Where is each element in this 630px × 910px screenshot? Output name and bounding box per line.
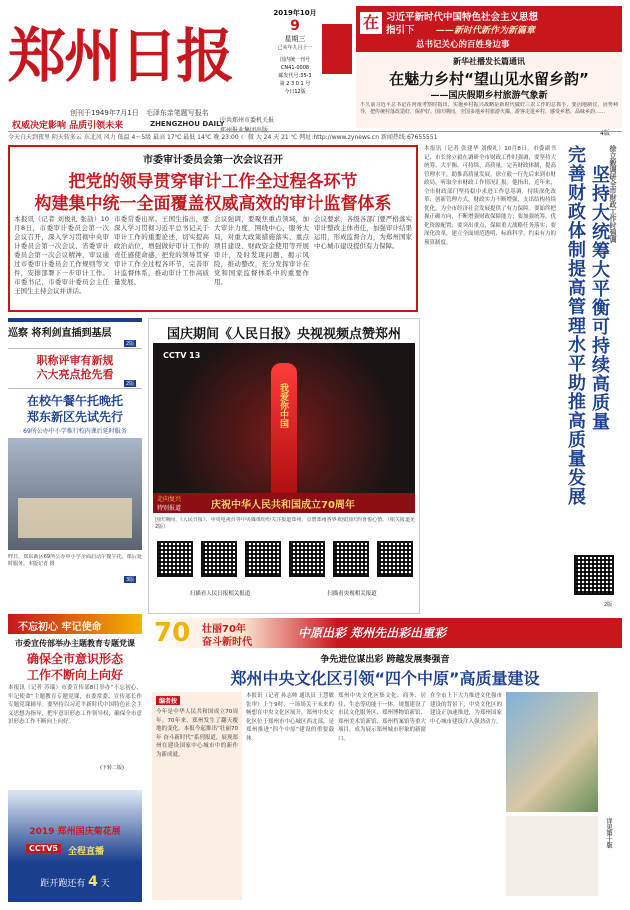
left-e3-title-1: 在校午餐午托晚托 bbox=[26, 394, 123, 408]
top-banner-band bbox=[356, 6, 622, 52]
right-page: 2版 bbox=[604, 602, 613, 608]
bottom-banner bbox=[148, 618, 622, 648]
top-banner-body: 不久前习近平总书记在河南考察时指出，实施乡村振兴战略是新时代做好三农工作的总抓手，要因地制宜，因势利导，把传统村落改造好，保护好。国庆期间，全国多地乡村旅游火爆，游客走进乡村，感受乡愁，品味乡韵…… bbox=[360, 102, 618, 115]
bottom-badge-2: 奋斗新时代 bbox=[202, 637, 252, 648]
left-e2-title-1: 职称评审有新规 bbox=[36, 354, 114, 367]
top-banner-page: 4版 bbox=[600, 130, 610, 137]
left-e1-page: 2版 bbox=[126, 341, 135, 347]
top-banner-tag: 在 bbox=[360, 12, 382, 34]
right-title-2: 完善财政体制提高管理水平助推高质量发展 bbox=[565, 145, 586, 506]
right-title-1: 坚持大统筹大平衡可持续高质量 bbox=[589, 165, 610, 431]
qr-code[interactable] bbox=[157, 541, 193, 577]
bottom-headline: 郑州中央文化区引领“四个中原”高质量建设 bbox=[230, 669, 540, 688]
top-banner-kicker: 新华社播发长篇通讯 bbox=[453, 57, 525, 66]
photo-band-2: 特别报道 bbox=[157, 505, 182, 512]
qr-code[interactable] bbox=[574, 555, 614, 595]
masthead-title: 郑州日报 bbox=[8, 22, 233, 90]
left-e3-photo bbox=[8, 438, 142, 550]
top-banner-line2: 指引下 bbox=[386, 25, 415, 36]
photo-tv-logo: CCTV 13 bbox=[163, 351, 201, 360]
bottom-photo-caption-area bbox=[506, 816, 598, 896]
bottom-body-1: 本报讯（记者 孙志帅 通讯员 王慧敏 张审）上午9时，一场场关于未来的畅想在中央文化区展开。郑州中央文化区位于郑州市中心城区西北部，是郑州推进“四个中原”建设的重要载体。 bbox=[246, 693, 334, 742]
masthead-publisher: 中共郑州市委机关报 郑州报业集团出版 bbox=[220, 117, 275, 134]
top-banner-line3: ——新时代新作为新篇章 bbox=[436, 26, 536, 36]
photo-headline: 国庆期间《人民日报》央视视频点赞郑州 bbox=[166, 327, 401, 342]
top-banner bbox=[356, 6, 622, 128]
bottom-left-body: 本报讯（记者 苏瑞）市委宣传部8日举办“不忘初心、牢记使命”主题教育专题党课，市委常委、宣传部长作专题党课辅导。要坚持以习近平新时代中国特色社会主义思想为指导，把牢意识形态工作领导权，确保全市意识形态工作不断向上向好。 bbox=[8, 685, 142, 725]
bottom-photo bbox=[506, 692, 598, 812]
bottom-banner-text: 中原出彩 郑州先出彩出重彩 bbox=[298, 626, 447, 640]
lead-body-3: 会议强调，要聚焦重点领域，加大审计力度，围绕中心、服务大局，对重大政策措施落实、重点项目建设、财政资金使用等开展审计，及时发现问题、揭示风险，推动整改，充分发挥审计在党和国家监督体系中的重要作用。 bbox=[214, 215, 309, 286]
left-bar bbox=[8, 318, 142, 322]
photo-band bbox=[153, 493, 415, 513]
lead-headline-2: 构建集中统一全面覆盖权威高效的审计监督体系 bbox=[34, 194, 392, 214]
top-banner-line1: 习近平新时代中国特色社会主义思想 bbox=[386, 12, 539, 23]
promo-box bbox=[8, 790, 142, 902]
lead-body-2: 市委常委出席。王国生指出，要深入学习贯彻习近平总书记关于审计工作的重要论述，切实提高政治站位，增强做好审计工作的责任感使命感，把党的领导贯穿审计工作全过程各环节，完善审计监督体系，推动审计工作高质量发展。 bbox=[114, 215, 209, 286]
qr-group-2 bbox=[287, 541, 417, 603]
lead-kicker: 市委审计委员会第一次会议召开 bbox=[143, 155, 283, 166]
left-e3-sub: 69所公办中小学推行校内课后延时服务 bbox=[23, 428, 127, 435]
masthead-slogan: 权威决定影响 品质引领未来 bbox=[12, 121, 124, 131]
date-block: 2019年10月 9 星期三 己亥年九月十一 国内统一刊号 CN41-0008 邮发代号:35-3 第 2 3 0 1 号 今日12版 bbox=[273, 9, 317, 95]
left-column bbox=[8, 318, 142, 586]
lead-body-4: 会议要求，各级各部门要严格落实审计整改主体责任，加强审计结果运用，形成监督合力，为郑州国家中心城市建设提供有力保障。 bbox=[314, 215, 412, 250]
masthead-founded: 创刊于1949年7月1日 毛泽东亲笔题写报名 bbox=[70, 109, 209, 117]
bottom-left-banner bbox=[8, 614, 142, 634]
bottom-kicker: 争先进位谋出彩 跨越发展奏强音 bbox=[320, 655, 450, 665]
photo-band-text: 庆祝中华人民共和国成立70周年 bbox=[211, 500, 355, 511]
photo-image bbox=[153, 343, 415, 513]
left-e3-page: 3版 bbox=[126, 577, 135, 583]
bottom-badge-num: 70 bbox=[154, 618, 191, 648]
bottom-body-2: 郑州中央文化区集文化、商务、居住、生态等功能于一体，规划建设了市民文化服务区、郑州博物馆新馆、郑州美术馆新馆、郑州档案馆等重大项目，成为展示郑州城市形象的新窗口。 bbox=[338, 693, 426, 742]
bottom-left-banner-text: 不忘初心 牢记使命 bbox=[18, 622, 102, 633]
right-column bbox=[424, 145, 622, 615]
right-body: 本报讯（记者 张建华 刘俊礼）10月8日，市委副书记、市长徐立毅在调研全市财政工作时强调，要坚持大统筹、大平衡、可持续、高质量，完善财政体制，提高管理水平，助推高质量发展。徐立毅一行先后来到市财政局，听取全市财政工作情况汇报。他指出，近年来，全市财政部门坚持稳中求进工作总基调，持续深化改革，创新管理方式，财政实力不断增强，支出结构持续优化，为全市经济社会发展提供了有力保障。要始终把握正确方向，不断增强财政保障能力；要加强统筹，优化资源配置；要突出重点，保障重大战略任务落实；要深化改革，建立全面规范透明、标准科学、约束有力的预算制度。 bbox=[424, 146, 556, 246]
top-banner-headline: 在魅力乡村“望山见水留乡韵” bbox=[389, 70, 589, 88]
photo-caption: 国庆期间，《人民日报》、中央电视台等中央媒体纷纷关注报道郑州，点赞郑州各界欢度国庆的喜悦心情。（相关报道见2版） bbox=[155, 517, 415, 530]
promo-ch5: CCTV5 bbox=[26, 844, 61, 853]
qr-label-1: 扫描看人民日报相关报道 bbox=[189, 591, 251, 597]
qr-code[interactable] bbox=[333, 541, 369, 577]
left-e3-caption: 昨日，郑东新区69所公办中小学全面启动午餐午托、课后延时服务。本版记者 摄 bbox=[8, 554, 142, 567]
bottom-left-page: (下转二版) bbox=[100, 765, 124, 771]
bottom-story bbox=[148, 618, 622, 908]
promo-ch5-text: 全程直播 bbox=[68, 847, 105, 857]
left-e1-title: 巡察 将利剑直插到基层 bbox=[8, 328, 112, 339]
photo-band-1: 走向复兴 bbox=[157, 496, 182, 503]
qr-group-1 bbox=[155, 541, 285, 603]
right-sub: 徐立毅调研全市财政工作时强调 bbox=[609, 145, 617, 243]
qr-code[interactable] bbox=[289, 541, 325, 577]
bottom-body-3: 在全市上下大力推进文化强市建设的背景下，中央文化区的建设正加速推进，为郑州国家中心城市建设注入强劲动力。 bbox=[430, 693, 502, 725]
weather-ticker: 今天白天到夜里 阴天转多云 东北风 风力 低温 4～5级 最高 17℃ 最低 14℃ 晚 23:00 ☾ 微 大 24 天 21 ℃ 网址:http://www.zynews.cn 新闻热线:67655551 bbox=[8, 134, 438, 141]
lead-headline-1: 把党的领导贯穿审计工作全过程各环节 bbox=[68, 172, 358, 192]
bottom-left-headline-2: 工作不断向上向好 bbox=[26, 668, 123, 682]
photo-story bbox=[148, 318, 420, 614]
bottom-left-kicker: 市委宣传部举办主题教育专题党课 bbox=[15, 639, 135, 648]
bottom-left-headline-1: 确保全市意识形态 bbox=[26, 652, 123, 666]
top-banner-subhead: ——国庆假期乡村旅游气象新 bbox=[430, 91, 548, 101]
date-logo-block bbox=[322, 24, 352, 74]
qr-code[interactable] bbox=[377, 541, 413, 577]
qr-label-2: 扫描看央视相关报道 bbox=[327, 591, 377, 597]
top-banner-sub: 总书记关心的百姓身边事 bbox=[416, 40, 510, 50]
photo-tower-text: 我爱你中国 bbox=[278, 383, 288, 428]
left-rule-1 bbox=[8, 348, 142, 349]
left-photo-table bbox=[18, 498, 132, 538]
masthead-pinyin: ZHENGZHOU DAILY bbox=[150, 120, 225, 128]
editor-note-body: 今年是中华人民共和国成立70周年。70年来，郑州发生了翻天覆地的变化。本报今起推出“壮丽70年 奋斗新时代”系列报道，展现郑州在建设国家中心城市中的新作为新成就。 bbox=[156, 709, 238, 758]
qr-code[interactable] bbox=[245, 541, 281, 577]
bottom-badge-1: 壮丽70年 bbox=[202, 624, 246, 635]
left-e3-title-2: 郑东新区先试先行 bbox=[26, 410, 123, 424]
promo-countdown: 距开跑还有 4 天 bbox=[40, 874, 110, 890]
editor-note bbox=[152, 692, 242, 900]
promo-days: 4 bbox=[88, 874, 98, 890]
lead-story bbox=[8, 145, 418, 312]
left-e2-title-2: 六大亮点抢先看 bbox=[36, 368, 114, 381]
bottom-side-label: 详见第十版 bbox=[605, 818, 612, 848]
promo-line1: 2019 郑州国庆菊花展 bbox=[29, 827, 121, 837]
qr-code[interactable] bbox=[201, 541, 237, 577]
editor-note-label: 编者按 bbox=[156, 696, 180, 705]
left-rule-2 bbox=[8, 388, 142, 389]
left-e2-page: 2版 bbox=[126, 381, 135, 387]
lead-body-1: 本报讯（记者 刘俊礼 张劼）10月8日，市委审计委员会第一次会议召开，深入学习贯彻中央审计委员会第一次会议、省委审计委员会第一次会议精神，审议通过市委审计委员会工作规则等文件，安排部署下一步审计工作。市委书记、市委审计委员会主任王国生主持会议并讲话。 bbox=[14, 215, 109, 295]
